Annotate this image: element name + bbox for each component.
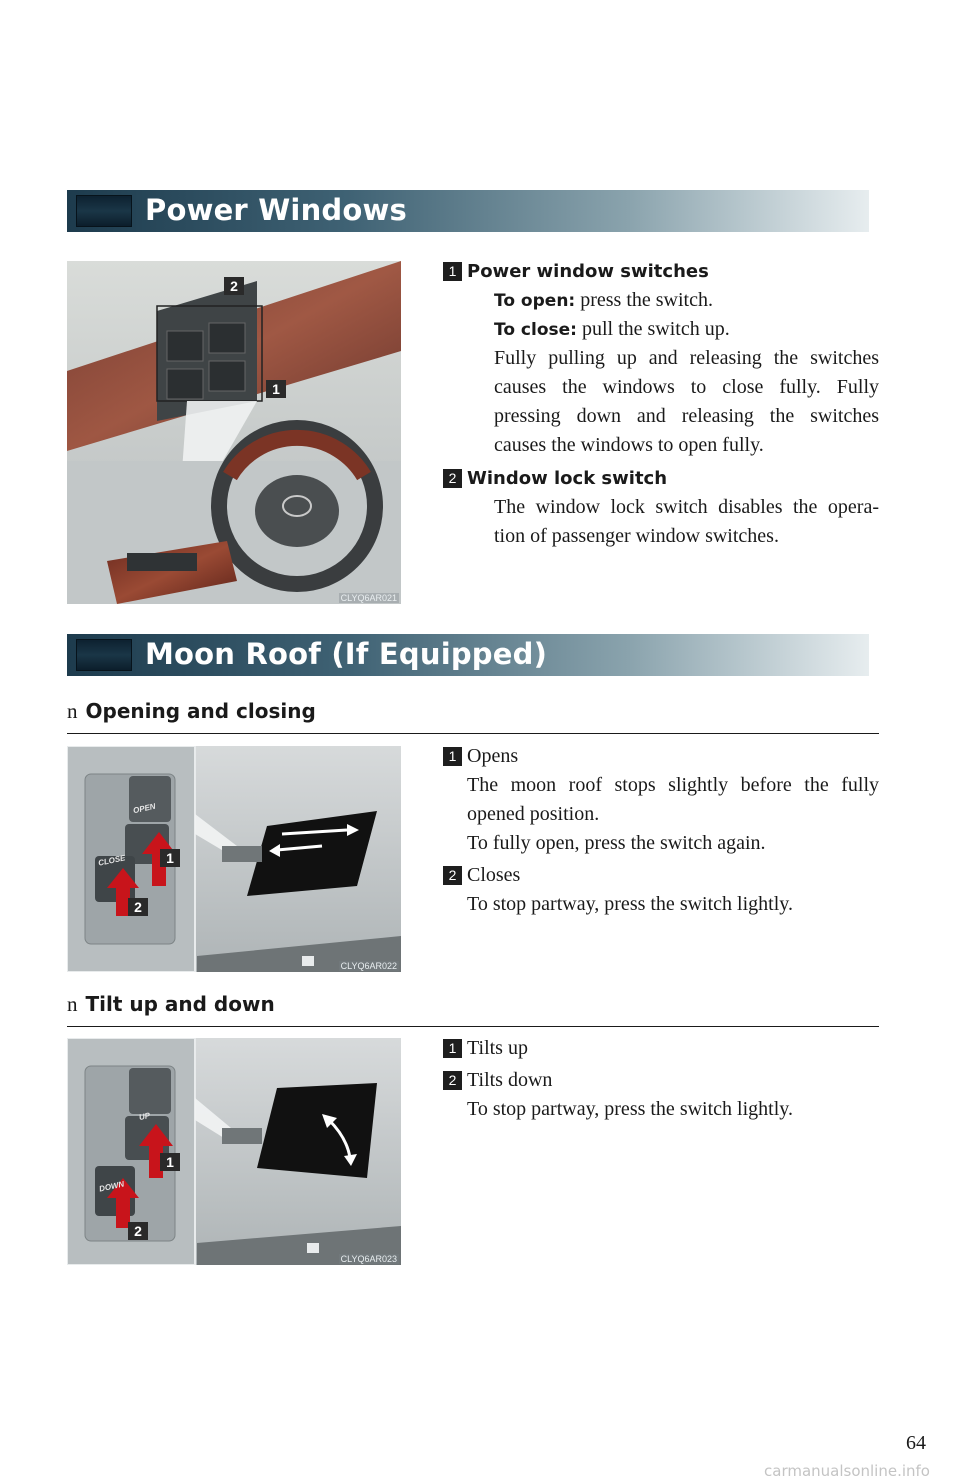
desc-line: pressing down and releasing the switches [494, 405, 879, 427]
watermark-text: carmanualsonline.info [764, 1462, 930, 1480]
desc-line: To stop partway, press the switch lightly. [467, 893, 793, 915]
moon-roof-open-close-photo [67, 746, 401, 972]
item-title-opens: Opens [467, 745, 519, 767]
photo-callout-2: 2 [224, 277, 244, 295]
moon-roof-tilt-illustration [67, 1038, 401, 1265]
photo-callout-1: 1 [266, 380, 286, 398]
section-banner-moon-roof [67, 634, 869, 676]
switch-label-open: OPEN [132, 801, 157, 816]
desc-line: causes the windows to open fully. [494, 434, 764, 456]
item-number-2: 2 [443, 866, 462, 885]
section-title: Power Windows [145, 193, 407, 227]
item-number-1: 1 [443, 262, 462, 281]
photo-callout-2: 2 [128, 898, 148, 916]
photo-code: CLYQ6AR022 [340, 961, 397, 971]
item-number-2: 2 [443, 469, 462, 488]
photo-code: CLYQ6AR023 [340, 1254, 397, 1264]
power-window-switch-photo [67, 261, 401, 604]
to-close-label: To close: [494, 320, 577, 340]
section-title: Moon Roof (If Equipped) [145, 637, 548, 671]
to-close-line [494, 315, 730, 345]
banner-block [76, 639, 132, 671]
desc-line: Fully pulling up and releasing the switches [494, 347, 879, 369]
banner-block [76, 195, 132, 227]
section-banner-power-windows [67, 190, 869, 232]
desc-line: causes the windows to close fully. Fully [494, 376, 879, 398]
subheading-rule [67, 1026, 879, 1027]
desc-line: To stop partway, press the switch lightly. [467, 1098, 793, 1120]
desc-line: tion of passenger window switches. [494, 525, 779, 547]
item-number-1: 1 [443, 1039, 462, 1058]
photo-callout-1: 1 [160, 1153, 180, 1171]
moon-roof-tilt-photo [67, 1038, 401, 1265]
item-title-closes: Closes [467, 864, 521, 886]
page-number: 64 [906, 1432, 926, 1454]
to-open-line [494, 286, 713, 316]
item-title-power-window-switches: Power window switches [467, 261, 709, 282]
to-open-label: To open: [494, 291, 576, 311]
photo-callout-1: 1 [160, 849, 180, 867]
item-number-2: 2 [443, 1071, 462, 1090]
desc-line: The moon roof stops slightly before the fully [467, 774, 879, 796]
desc-line: opened position. [467, 803, 600, 825]
item-title-tilts-up: Tilts up [467, 1037, 528, 1059]
item-title-window-lock-switch: Window lock switch [467, 468, 668, 489]
subheading-tilt [67, 992, 275, 1017]
subheading-rule [67, 733, 879, 734]
item-title-tilts-down: Tilts down [467, 1069, 553, 1091]
bullet-glyph: n [67, 699, 78, 723]
desc-line: To fully open, press the switch again. [467, 832, 766, 854]
to-close-text: pull the switch up. [581, 318, 730, 340]
subheading-opening-closing [67, 699, 316, 724]
photo-code: CLYQ6AR021 [340, 593, 397, 603]
subheading-text: Tilt up and down [85, 992, 275, 1016]
item-number-1: 1 [443, 747, 462, 766]
switch-label-down: DOWN [98, 1179, 125, 1194]
switch-label-close: CLOSE [97, 853, 127, 868]
bullet-glyph: n [67, 992, 78, 1016]
desc-line: The window lock switch disables the opera- [494, 496, 879, 518]
door-interior-illustration [67, 261, 401, 604]
subheading-text: Opening and closing [85, 699, 316, 723]
switch-label-up: UP [138, 1110, 151, 1123]
to-open-text: press the switch. [580, 289, 713, 311]
photo-callout-2: 2 [128, 1222, 148, 1240]
